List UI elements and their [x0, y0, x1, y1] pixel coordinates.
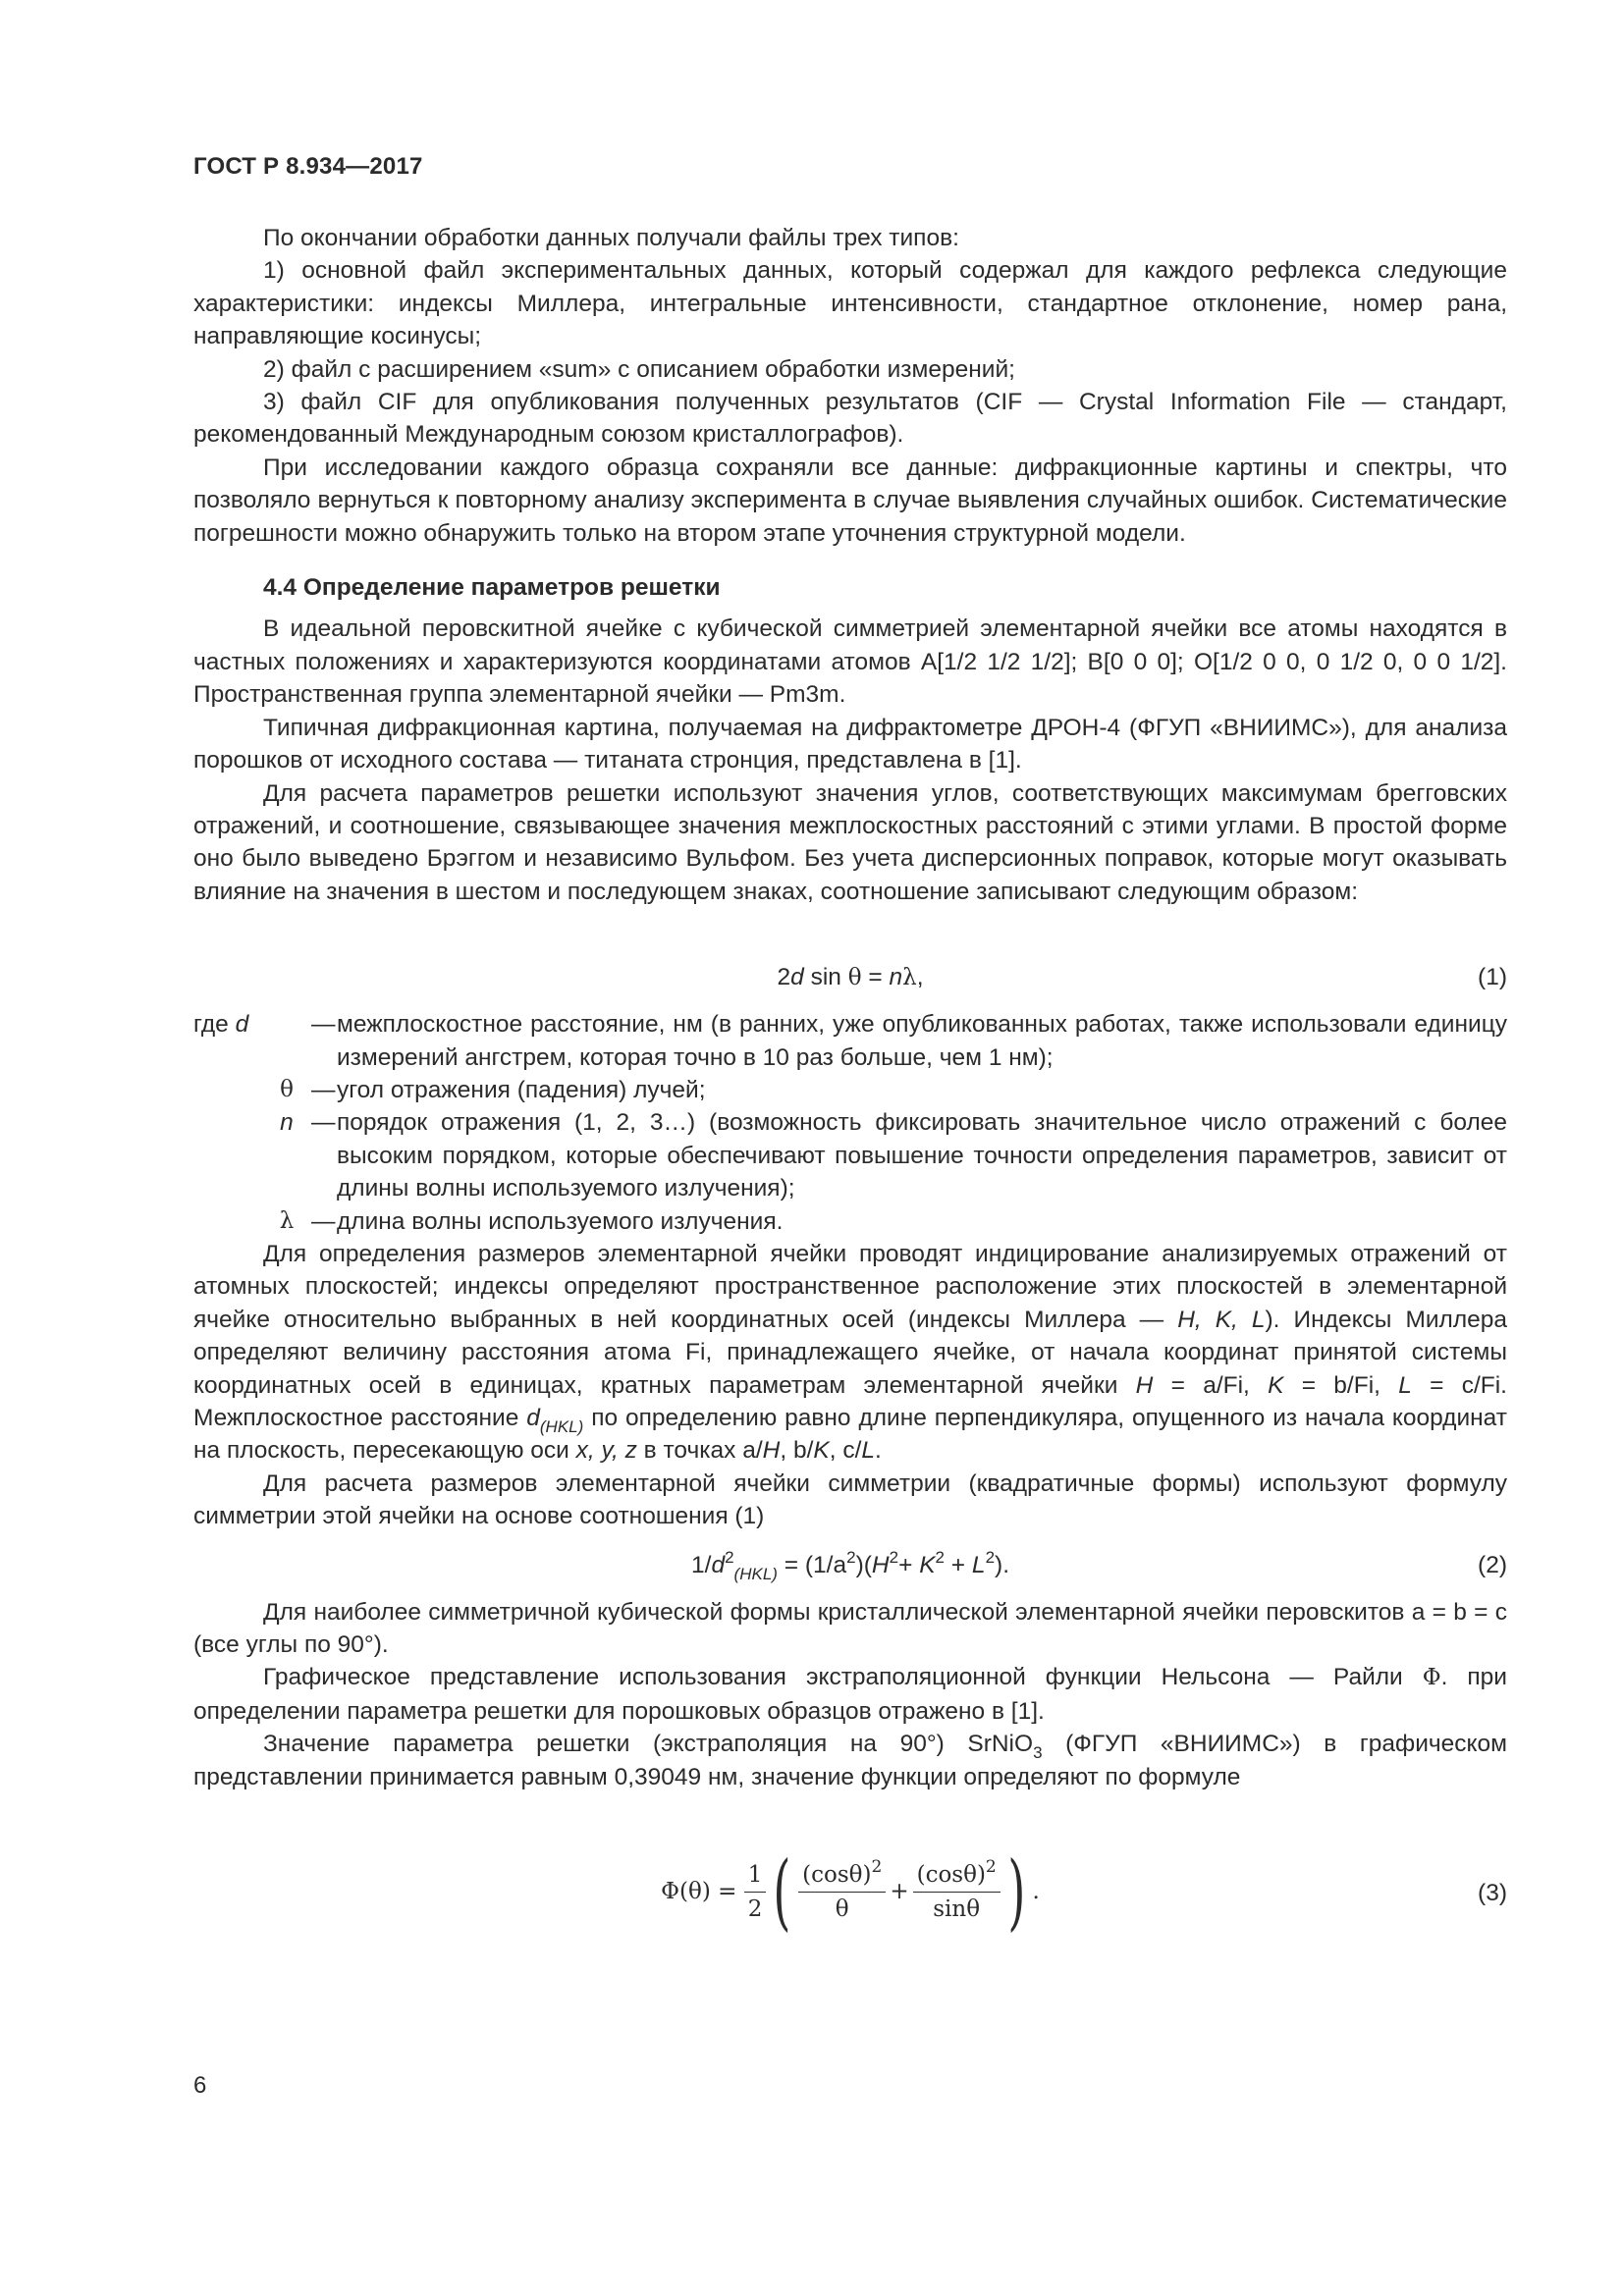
paragraph: 3) файл CIF для опубликования полученных результатов (CIF — Crystal Information File — стандарт, рекомендованный Международным союзом кристаллографов).	[193, 389, 1507, 449]
where-dash: —	[311, 1109, 336, 1137]
paragraph: При исследовании каждого образца сохраняли все данные: дифракционные картины и спектры, что позволяло вернуться к повторному анализу эксперимента в случае выявления случайных ошибок. Систематические погрешности можно обнаружить только на втором этапе уточнения структурной модели.	[193, 454, 1507, 547]
formula-number: (1)	[1478, 964, 1507, 991]
where-item	[193, 1074, 1507, 1106]
paragraph: 2) файл с расширением «sum» с описанием обработки измерений;	[263, 355, 1015, 383]
standard-header: ГОСТ Р 8.934—2017	[193, 153, 423, 180]
formula-text: Φ ( θ ) = $\frac{1}{2}$ ( $\frac{(\cos\theta)^2}{\theta}$ + $\frac{(\cos\theta)^2}{\sin\theta}$ ) .	[661, 1843, 1040, 1941]
where-dash: —	[311, 1207, 336, 1235]
paragraph: Для расчета размеров элементарной ячейки симметрии (квадратичные формы) используют формулу симметрии этой ячейки на основе соотношения (1)	[193, 1469, 1507, 1530]
formula-1	[193, 961, 1507, 994]
where-symbol: d	[235, 1011, 249, 1039]
formula-number: (2)	[1478, 1551, 1507, 1578]
where-item	[193, 1106, 1507, 1204]
paragraph: Типичная дифракционная картина, получаемая на дифрактометре ДРОН-4 (ФГУП «ВНИИМС»), для анализа порошков от исходного состава — титаната стронция, представлена в [1].	[193, 714, 1507, 774]
formula-text: 2d sin θ = nλ,	[777, 964, 924, 991]
formula-number: (3)	[1478, 1880, 1507, 1907]
paragraph: Значение параметра решетки (экстраполяция на 90°) SrNiO$_3$ (ФГУП «ВНИИМС») в графическом представлении принимается равным 0,39049 нм, значение функции определяют по формуле	[193, 1731, 1507, 1790]
paragraph: 1) основной файл экспериментальных данных, который содержал для каждого рефлекса следующие характеристики: индексы Миллера, интегральные интенсивности, стандартное отклонение, номер рана, направляющие косинусы;	[193, 257, 1507, 350]
formula-2	[193, 1549, 1507, 1582]
where-dash: —	[311, 1076, 336, 1103]
paragraph: Графическое представление использования экстраполяционной функции Нельсона — Райли Φ. при определении параметра решетки для порошковых образцов отражено в [1].	[193, 1664, 1507, 1725]
section-title: 4.4 Определение параметров решетки	[263, 574, 721, 602]
where-item	[193, 1205, 1507, 1238]
document-body	[193, 222, 1507, 1958]
where-text: угол отражения (падения) лучей;	[337, 1076, 706, 1103]
paragraph: По окончании обработки данных получали файлы трех типов:	[263, 225, 959, 251]
paragraph: Для определения размеров элементарной ячейки проводят индицирование анализируемых отражений от атомных плоскостей; индексы определяют пространственное расположение этих плоскостей в элементарной ячейке относительно выбранных в ней координатных осей (индексы Миллера — H, K, L). Индексы Миллера определяют величину расстояния атома Fi, принадлежащего ячейке, от начала координат принятой системы координатных осей в единицах, кратных параметрам элементарной ячейки H = a/Fi, K = b/Fi, L = c/Fi. Межплоскостное расстояние $d_{(HKL)}$ по определению равно длине перпендикуляра, опущенного из начала координат на плоскость, пересекающую оси x, y, z в точках a/H, b/K, c/L.	[193, 1240, 1508, 1465]
paragraph: Для расчета параметров решетки используют значения углов, соответствующих максимумам брегговских отражений, и соотношение, связывающее значения межплоскостных расстояний с этими углами. В простой форме оно было выведено Брэггом и независимо Вульфом. Без учета дисперсионных поправок, которые могут оказывать влияние на значения в шестом и последующем знаках, соотношение записывают следующим образом:	[193, 779, 1507, 905]
where-symbol: n	[280, 1109, 294, 1137]
where-dash: —	[311, 1011, 336, 1039]
where-text: межплоскостное расстояние, нм (в ранних, уже опубликованных работах, также использовали единицу измерений ангстрем, которая точно в 10 раз больше, чем 1 нм);	[337, 1011, 1507, 1071]
where-label: где	[193, 1011, 229, 1039]
paragraph: Для наиболее симметричной кубической формы кристаллической элементарной ячейки перовскитов a = b = c (все углы по 90°).	[193, 1598, 1507, 1659]
where-text: длина волны используемого излучения.	[337, 1207, 784, 1235]
where-item	[193, 1008, 1507, 1074]
formula-text: $1/d^2_{(HKL)} = (1/a^2)(H^2+ K^2 + L^2)$.	[691, 1547, 1009, 1583]
formula-3	[193, 1843, 1507, 1958]
paragraph: В идеальной перовскитной ячейке с кубической симметрией элементарной ячейки все атомы находятся в частных положениях и характеризуются координатами атомов A[1/2 1/2 1/2]; B[0 0 0]; O[1/2 0 0, 0 1/2 0, 0 0 1/2]. Пространственная группа элементарной ячейки — Pm3m.	[193, 615, 1507, 709]
where-text: порядок отражения (1, 2, 3…) (возможность фиксировать значительное число отражений с более высоким порядком, которые обеспечивают повышение точности определения параметров, зависит от длины волны используемого излучения);	[337, 1109, 1507, 1202]
page-number: 6	[193, 2072, 207, 2099]
where-symbol: λ	[279, 1207, 295, 1234]
where-symbol: θ	[280, 1076, 294, 1102]
